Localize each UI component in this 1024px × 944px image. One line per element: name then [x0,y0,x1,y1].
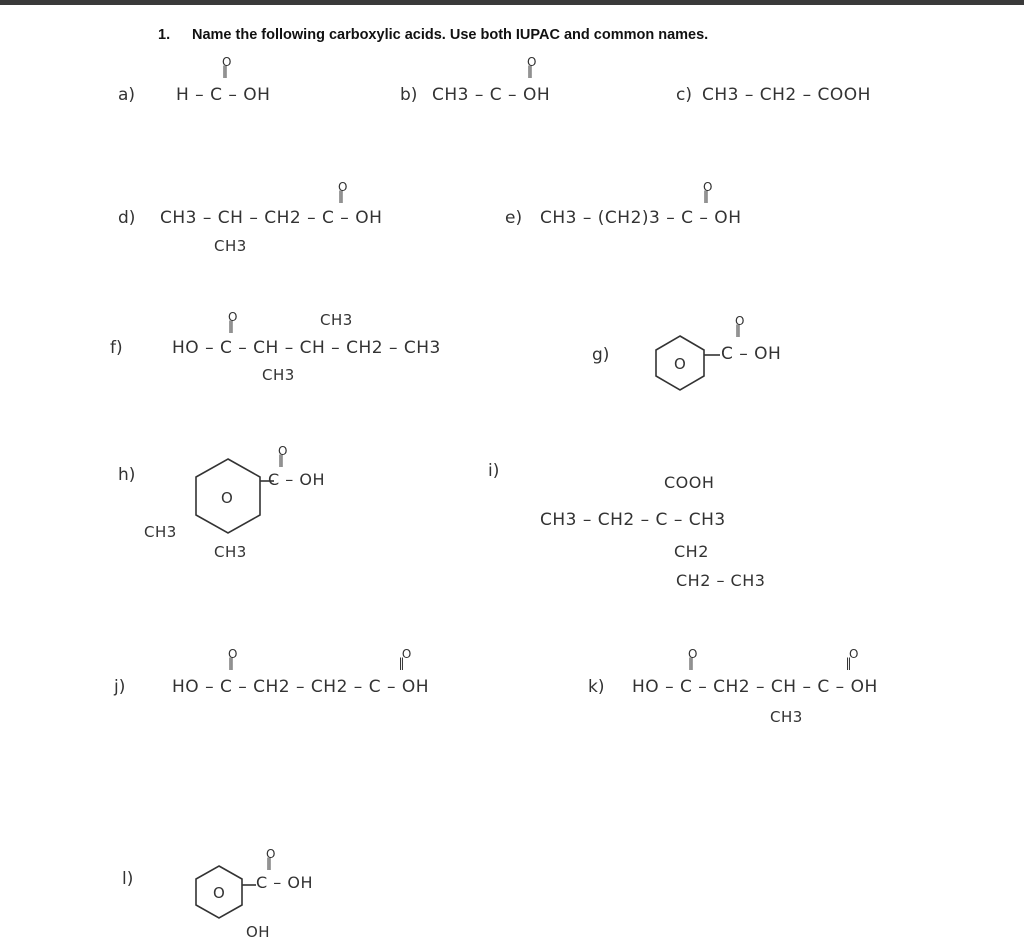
problem-c-label: c) [676,85,692,105]
problem-b-carbonyl: O ‖ [527,55,537,78]
problem-k-label: k) [588,677,605,697]
worksheet-page [0,5,1024,944]
problem-h-ring-center: O [221,489,233,507]
problem-a-carbonyl: O ‖ [222,55,232,78]
problem-d-branch: CH3 [214,237,247,255]
problem-c-formula: CH3 – CH2 – COOH [702,85,871,105]
problem-k-carbonyls: O O ‖ ‖ [688,647,859,670]
problem-h-acid-group: C – OH [268,470,325,489]
question-number: 1. [158,27,171,43]
problem-i-branch-ch2: CH2 [674,542,709,561]
problem-i-carboxyl: COOH [664,473,715,492]
problem-l-benzene-ring [190,863,248,923]
problem-e-carbonyl: O ‖ [703,180,713,203]
problem-j-carbonyls: O O ‖ ‖ [228,647,412,670]
problem-g-label: g) [592,345,610,365]
problem-j-formula: HO – C – CH2 – CH2 – C – OH [172,677,430,697]
problem-f-carbonyl: O ‖ [228,310,238,333]
problem-b-formula: CH3 – C – OH [432,85,551,105]
problem-f-formula: HO – C – CH – CH – CH2 – CH3 [172,338,441,358]
problem-k-branch: CH3 [770,708,803,726]
problem-e-formula: CH3 – (CH2)3 – C – OH [540,208,742,228]
problem-l-ring-center: O [213,884,225,902]
problem-b-label: b) [400,85,418,105]
problem-a-label: a) [118,85,136,105]
problem-g-ring-center: O [674,355,686,373]
problem-g-carbonyl: O ‖ [735,314,745,337]
problem-l-acid-group: C – OH [256,873,313,892]
problem-e-label: e) [505,208,523,228]
problem-f-label: f) [110,338,123,358]
problem-k-formula: HO – C – CH2 – CH – C – OH [632,677,878,697]
problem-l-carbonyl: O ‖ [266,847,276,870]
problem-h-methyl-left: CH3 [144,523,177,541]
problem-h-benzene-ring [190,455,266,539]
problem-l-hydroxyl: OH [246,923,271,941]
question-header [158,27,708,43]
problem-j-label: j) [114,677,126,697]
problem-f-branch-top: CH3 [320,311,353,329]
problem-i-label: i) [488,461,500,481]
problem-d-label: d) [118,208,136,228]
problem-a-formula: H – C – OH [176,85,271,105]
problem-h-carbonyl: O ‖ [278,444,288,467]
problem-i-branch-ethyl: CH2 – CH3 [676,571,766,590]
problem-d-formula: CH3 – CH – CH2 – C – OH [160,208,383,228]
problem-g-benzene-ring [650,333,710,393]
problem-l-label: l) [122,869,134,889]
problem-g-acid-group: C – OH [721,344,782,364]
question-instruction: Name the following carboxylic acids. Use both IUPAC and common names. [192,27,709,43]
problem-i-formula: CH3 – CH2 – C – CH3 [540,510,726,530]
problem-h-label: h) [118,465,136,485]
problem-h-methyl-bottom: CH3 [214,543,247,561]
problem-d-carbonyl: O ‖ [338,180,348,203]
problem-f-branch-bottom: CH3 [262,366,295,384]
